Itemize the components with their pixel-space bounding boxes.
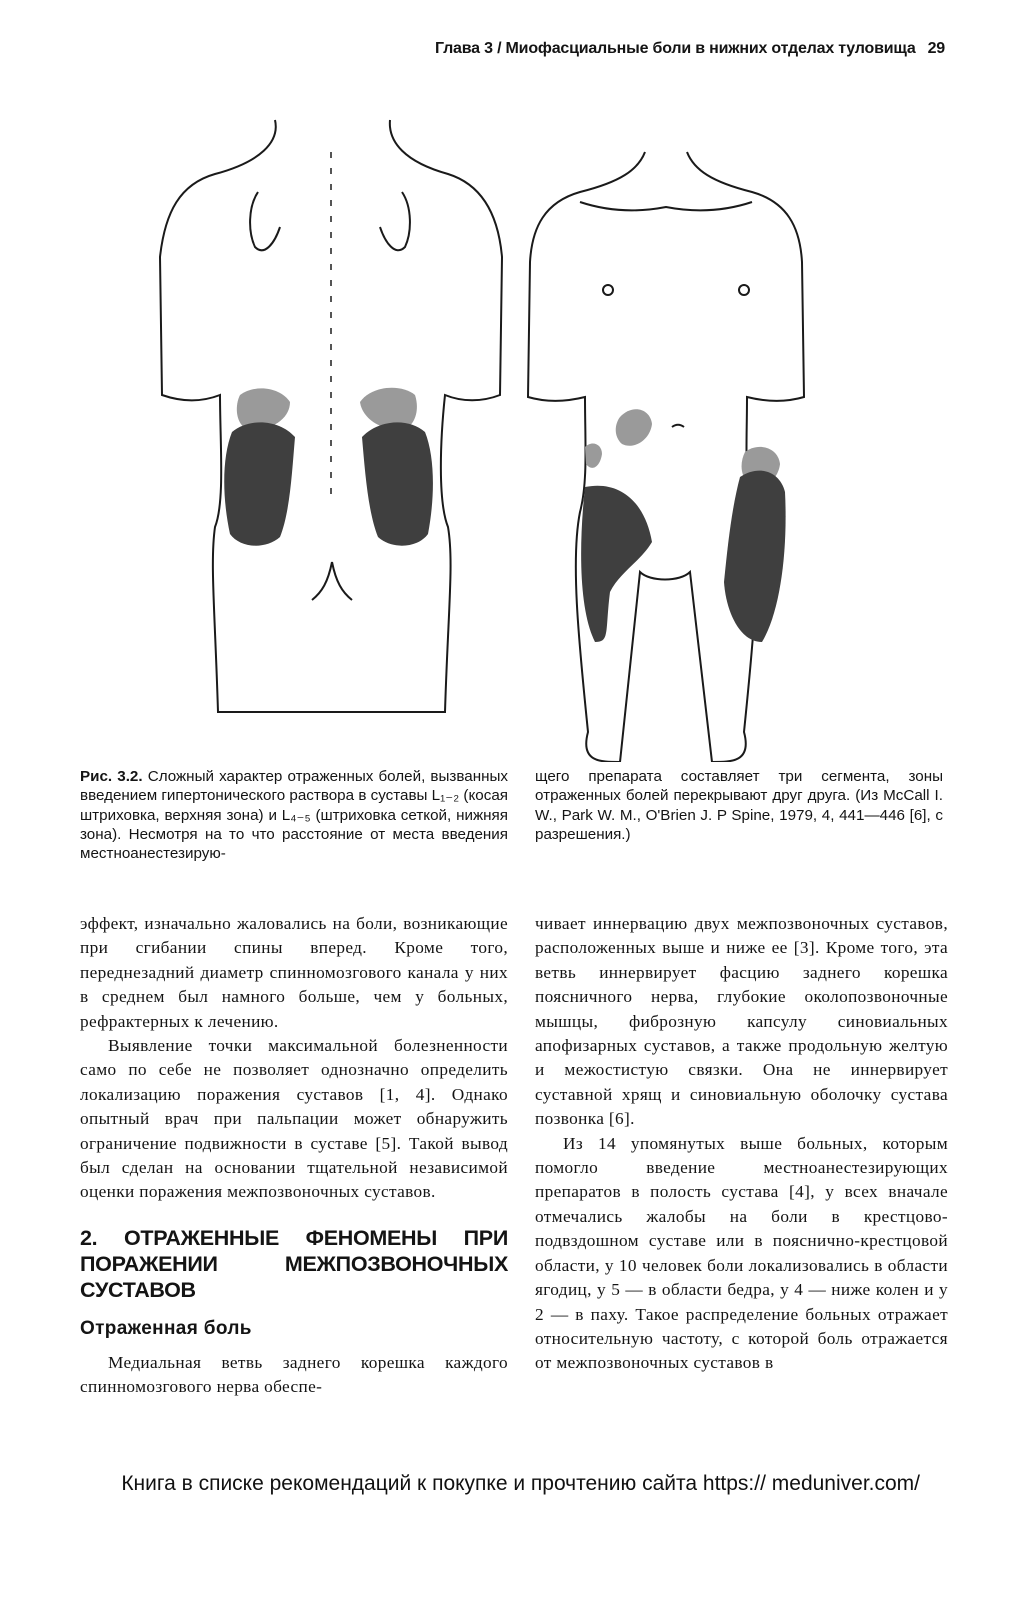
right-nipple: [739, 285, 749, 295]
front-pain-zones: [581, 409, 785, 642]
back-view-figure: [160, 120, 502, 712]
back-right-lower-zone: [362, 422, 433, 545]
running-header: [300, 40, 945, 58]
figure-caption-left: [80, 767, 508, 863]
running-title: Глава 3 / Миофасциальные боли в нижних отделах туловища: [435, 40, 916, 57]
left-nipple: [603, 285, 613, 295]
navel: [672, 425, 684, 427]
gluteal-cleft: [312, 562, 352, 600]
left-paragraph-2: Выявление точки максимальной болезненности само по себе не позволяет однозначно определить локализацию поражения суставов [1, 4]. Однако опытный врач при пальпации может обнаружить ограничение подвижности в суставе [5]. Такой вывод был сделан на основании тщательной независимой оценки поражения межпозвоночных суставов.: [80, 1036, 508, 1202]
back-left-lower-zone: [224, 422, 295, 545]
right-scapula: [380, 192, 410, 250]
figure-caption-text-left: Сложный характер отраженных болей, вызванных введением гипертонического раствора в суставы L₁₋₂ (косая штриховка, верхняя зона) и L₄₋₅ (штриховка сеткой, нижняя зона). Несмотря на то что расстояние от места введения местноанестезирую-: [80, 768, 509, 863]
figure-caption-text-right: щего препарата составляет три сегмента, зоны отраженных болей перекрывают друг друга. (Из McCall I. W., Park W. M., O'Brien J. P Spine, 1979, 4, 441—446 [6], с разрешения.): [535, 768, 943, 843]
back-body-outline: [160, 120, 502, 712]
referred-pain-figure: [140, 112, 930, 762]
left-text-column: [80, 912, 508, 1400]
figure-caption-right: [535, 767, 943, 844]
back-pain-zones: [224, 388, 433, 546]
front-upper-zone-left-flank: [585, 443, 602, 467]
right-paragraph-1: чивает иннервацию двух межпозвоночных суставов, расположенных выше и ниже ее [3]. Кроме того, эта ветвь иннервирует фасцию заднего корешка поясничного нерва, глубокие околопозвоночные мышцы, фиброзную капсулу синовиальных апофизарных суставов, а также продольную желтую и межостистую связки. Она не иннервирует суставной хрящ и синовиальную оболочку сустава позвонка [6].: [535, 914, 948, 1129]
subsection-heading: Отраженная боль: [80, 1317, 252, 1339]
page-number: 29: [927, 40, 945, 57]
collarbones: [580, 202, 752, 210]
right-text-column: [535, 912, 948, 1376]
right-paragraph-2: Из 14 упомянутых выше больных, которым помогло введение местноанестезирующих препаратов в полость сустава [4], у всех вначале отмечались жалобы на боли в крестцово-подвздошном суставе или в пояснично-крестцовой области, у 10 человек боли локализовались в области ягодиц, у 5 — в области бедра, у 4 — ниже колен и у 2 — в паху. Такое распределение больных отражает относительную частоту, с которой боль отражается от межпозвоночных суставов в: [535, 1133, 948, 1373]
footer-note: Книга в списке рекомендаций к покупке и прочтению сайта https:// meduniver.com/: [121, 1472, 920, 1495]
front-lower-zone-right-thigh: [724, 471, 786, 642]
section-heading: 2. ОТРАЖЕННЫЕ ФЕНОМЕНЫ ПРИ ПОРАЖЕНИИ МЕЖПОЗВОНОЧНЫХ СУСТАВОВ: [80, 1225, 508, 1302]
front-lower-zone-left-thigh: [581, 486, 652, 642]
left-paragraph-1: эффект, изначально жаловались на боли, возникающие при сгибании спины вперед. Кроме того, переднезадний диаметр спинномозгового канала у них в среднем был намного больше, чем у больных, рефрактерных к лечению.: [80, 914, 508, 1031]
left-paragraph-3: Медиальная ветвь заднего корешка каждого спинномозгового нерва обеспе-: [80, 1352, 508, 1397]
figure-label: Рис. 3.2.: [80, 768, 143, 785]
front-upper-zone-abdomen: [616, 409, 652, 446]
left-scapula: [250, 192, 280, 250]
